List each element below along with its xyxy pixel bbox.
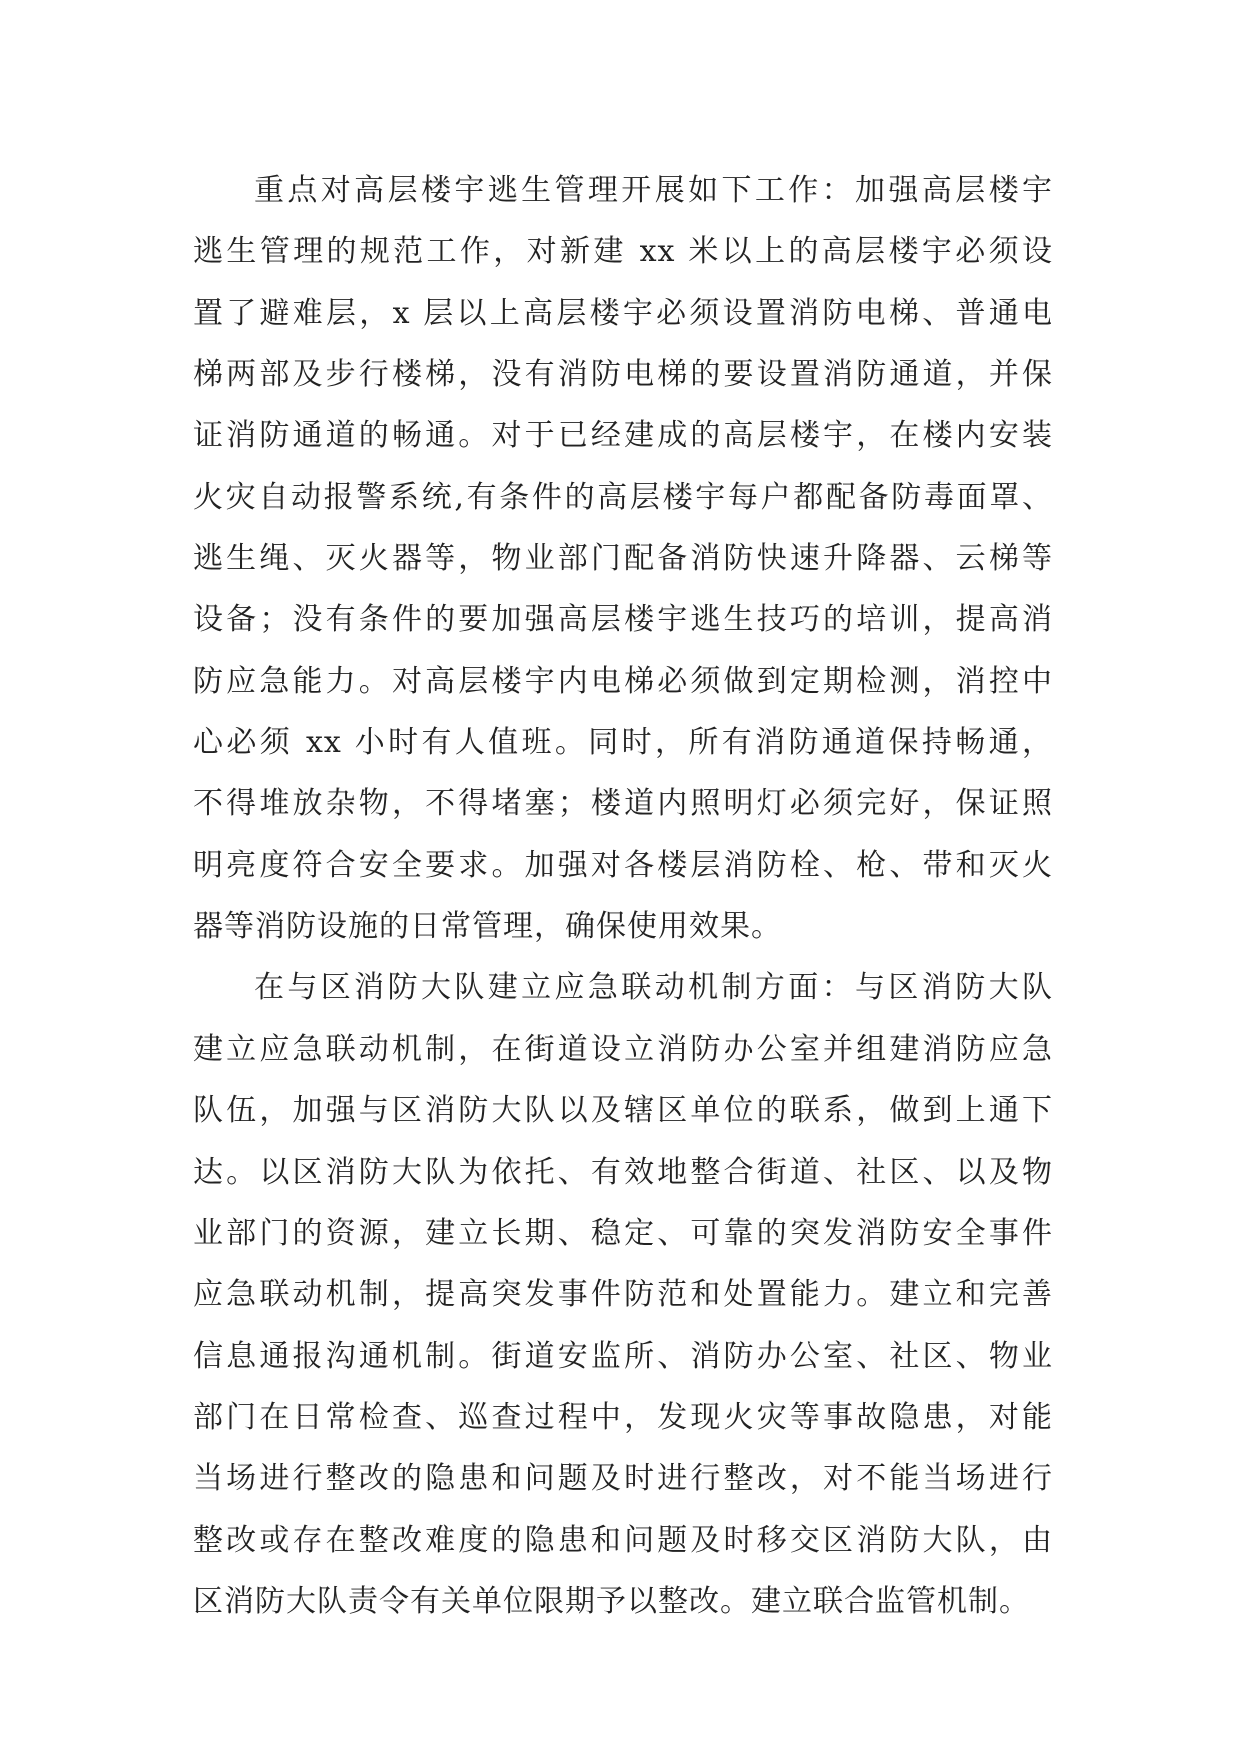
paragraph bbox=[193, 957, 1053, 1632]
text-line: 火灾自动报警系统,有条件的高层楼宇每户都配备防毒面罩、 bbox=[193, 479, 1053, 515]
text-line: 在与区消防大队建立应急联动机制方面：与区消防大队 bbox=[254, 970, 1053, 1006]
text-line: 防应急能力。对高层楼宇内电梯必须做到定期检测，消控中 bbox=[193, 663, 1053, 699]
text-line: 当场进行整改的隐患和问题及时进行整改，对不能当场进行 bbox=[193, 1461, 1053, 1497]
text-line: 置了避难层，x 层以上高层楼宇必须设置消防电梯、普通电 bbox=[193, 295, 1053, 331]
text-line: 部门在日常检查、巡查过程中，发现火灾等事故隐患，对能 bbox=[193, 1399, 1053, 1435]
text-line: 不得堆放杂物，不得堵塞；楼道内照明灯必须完好，保证照 bbox=[193, 786, 1053, 822]
text-line: 业部门的资源，建立长期、稳定、可靠的突发消防安全事件 bbox=[193, 1215, 1053, 1251]
text-line: 证消防通道的畅通。对于已经建成的高层楼宇，在楼内安装 bbox=[193, 418, 1053, 454]
text-line: 逃生绳、灭火器等，物业部门配备消防快速升降器、云梯等 bbox=[193, 541, 1053, 577]
text-line: 梯两部及步行楼梯，没有消防电梯的要设置消防通道，并保 bbox=[193, 357, 1053, 393]
text-line: 整改或存在整改难度的隐患和问题及时移交区消防大队，由 bbox=[193, 1522, 1053, 1558]
paragraph bbox=[193, 160, 1053, 957]
text-line: 信息通报沟通机制。街道安监所、消防办公室、社区、物业 bbox=[193, 1338, 1053, 1374]
document-body bbox=[193, 160, 1053, 1632]
text-line: 器等消防设施的日常管理，确保使用效果。 bbox=[193, 909, 782, 945]
text-line: 心必须 xx 小时有人值班。同时，所有消防通道保持畅通， bbox=[193, 725, 1053, 761]
text-line: 设备；没有条件的要加强高层楼宇逃生技巧的培训，提高消 bbox=[193, 602, 1053, 638]
text-line: 逃生管理的规范工作，对新建 xx 米以上的高层楼宇必须设 bbox=[193, 234, 1053, 270]
text-line: 应急联动机制，提高突发事件防范和处置能力。建立和完善 bbox=[193, 1277, 1053, 1313]
text-line: 达。以区消防大队为依托、有效地整合街道、社区、以及物 bbox=[193, 1154, 1053, 1190]
text-line: 明亮度符合安全要求。加强对各楼层消防栓、枪、带和灭火 bbox=[193, 847, 1053, 883]
text-line: 重点对高层楼宇逃生管理开展如下工作：加强高层楼宇 bbox=[254, 173, 1053, 208]
text-line: 队伍，加强与区消防大队以及辖区单位的联系，做到上通下 bbox=[193, 1093, 1053, 1129]
text-line: 区消防大队责令有关单位限期予以整改。建立联合监管机制。 bbox=[193, 1583, 1030, 1619]
text-line: 建立应急联动机制，在街道设立消防办公室并组建消防应急 bbox=[193, 1031, 1053, 1067]
